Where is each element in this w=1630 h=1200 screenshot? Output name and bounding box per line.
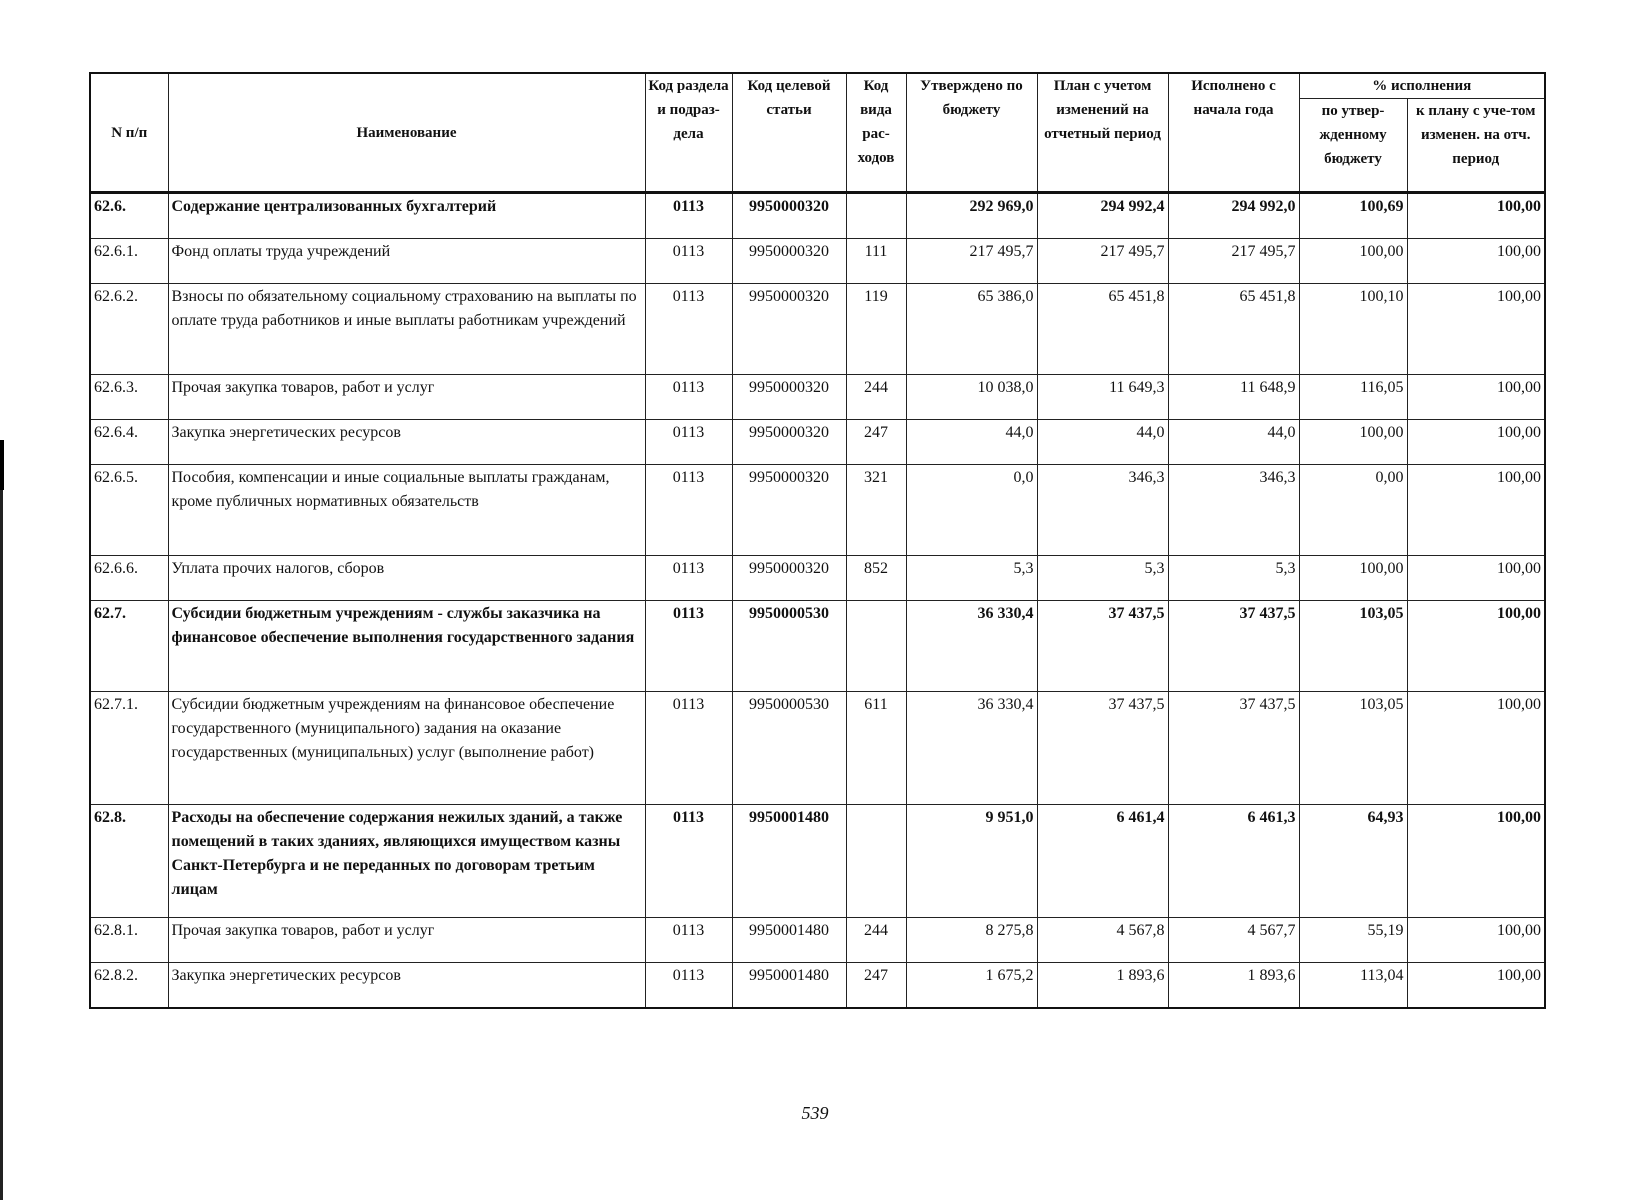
row-pct-plan: 100,00 <box>1407 918 1545 963</box>
row-executed: 1 893,6 <box>1168 963 1299 1009</box>
row-target-code: 9950001480 <box>732 805 846 918</box>
row-plan: 65 451,8 <box>1037 284 1168 375</box>
row-name: Субсидии бюджетным учреждениям - службы заказчика на финансовое обеспечение выполнения государственного задания <box>168 601 645 692</box>
row-razdel-code: 0113 <box>645 375 732 420</box>
row-plan: 11 649,3 <box>1037 375 1168 420</box>
row-approved: 44,0 <box>906 420 1037 465</box>
row-target-code: 9950000320 <box>732 193 846 239</box>
row-pct-approved: 100,00 <box>1299 556 1407 601</box>
row-razdel-code: 0113 <box>645 465 732 556</box>
row-razdel-code: 0113 <box>645 420 732 465</box>
row-pct-plan: 100,00 <box>1407 692 1545 805</box>
row-target-code: 9950001480 <box>732 963 846 1009</box>
row-target-code: 9950000320 <box>732 239 846 284</box>
row-pct-plan: 100,00 <box>1407 239 1545 284</box>
row-name: Содержание централизованных бухгалтерий <box>168 193 645 239</box>
row-approved: 10 038,0 <box>906 375 1037 420</box>
row-pct-plan: 100,00 <box>1407 963 1545 1009</box>
header-celevoy: Код целевой статьи <box>732 73 846 193</box>
row-name: Фонд оплаты труда учреждений <box>168 239 645 284</box>
row-executed: 11 648,9 <box>1168 375 1299 420</box>
row-pct-approved: 113,04 <box>1299 963 1407 1009</box>
table-row <box>90 375 1545 420</box>
row-num: 62.8. <box>90 805 168 918</box>
table-row <box>90 805 1545 918</box>
header-num: N п/п <box>90 73 168 193</box>
row-pct-approved: 116,05 <box>1299 375 1407 420</box>
row-expense-type: 611 <box>846 692 906 805</box>
row-name: Пособия, компенсации и иные социальные выплаты гражданам, кроме публичных нормативных обязательств <box>168 465 645 556</box>
row-name: Закупка энергетических ресурсов <box>168 963 645 1009</box>
table-body <box>90 193 1545 1009</box>
row-approved: 36 330,4 <box>906 601 1037 692</box>
row-pct-approved: 0,00 <box>1299 465 1407 556</box>
row-pct-plan: 100,00 <box>1407 193 1545 239</box>
row-pct-plan: 100,00 <box>1407 805 1545 918</box>
header-utv: Утверждено по бюджету <box>906 73 1037 193</box>
row-pct-plan: 100,00 <box>1407 465 1545 556</box>
row-pct-approved: 64,93 <box>1299 805 1407 918</box>
row-expense-type: 244 <box>846 375 906 420</box>
row-pct-plan: 100,00 <box>1407 375 1545 420</box>
header-pct-plan: к плану с уче-том изменен. на отч. период <box>1407 99 1545 193</box>
row-razdel-code: 0113 <box>645 601 732 692</box>
row-expense-type <box>846 193 906 239</box>
row-executed: 44,0 <box>1168 420 1299 465</box>
row-expense-type <box>846 601 906 692</box>
row-executed: 37 437,5 <box>1168 692 1299 805</box>
row-expense-type: 244 <box>846 918 906 963</box>
row-executed: 65 451,8 <box>1168 284 1299 375</box>
budget-execution-table <box>89 72 1546 1009</box>
scan-edge-mark-top <box>0 440 4 490</box>
row-num: 62.6.4. <box>90 420 168 465</box>
row-approved: 0,0 <box>906 465 1037 556</box>
row-num: 62.6.1. <box>90 239 168 284</box>
table-row <box>90 193 1545 239</box>
row-num: 62.6.2. <box>90 284 168 375</box>
row-num: 62.8.2. <box>90 963 168 1009</box>
row-name: Взносы по обязательному социальному страхованию на выплаты по оплате труда работников и иные выплаты работникам учреждений <box>168 284 645 375</box>
row-approved: 5,3 <box>906 556 1037 601</box>
row-name: Прочая закупка товаров, работ и услуг <box>168 918 645 963</box>
row-plan: 294 992,4 <box>1037 193 1168 239</box>
row-pct-plan: 100,00 <box>1407 420 1545 465</box>
row-name: Закупка энергетических ресурсов <box>168 420 645 465</box>
table-row <box>90 465 1545 556</box>
scan-edge-mark <box>0 440 3 1200</box>
row-num: 62.6. <box>90 193 168 239</box>
header-name: Наименование <box>168 73 645 193</box>
row-approved: 8 275,8 <box>906 918 1037 963</box>
row-target-code: 9950000530 <box>732 601 846 692</box>
table-row <box>90 420 1545 465</box>
row-name: Субсидии бюджетным учреждениям на финансовое обеспечение государственного (муниципального) задания на оказание государственных (муниципальных) услуг (выполнение работ) <box>168 692 645 805</box>
row-name: Расходы на обеспечение содержания нежилых зданий, а также помещений в таких зданиях, являющихся имуществом казны Санкт-Петербурга и не переданных по договорам третьим лицам <box>168 805 645 918</box>
row-expense-type: 119 <box>846 284 906 375</box>
header-pct: % исполнения <box>1299 73 1545 99</box>
row-pct-plan: 100,00 <box>1407 284 1545 375</box>
row-pct-approved: 103,05 <box>1299 601 1407 692</box>
row-pct-approved: 100,69 <box>1299 193 1407 239</box>
row-approved: 217 495,7 <box>906 239 1037 284</box>
row-executed: 5,3 <box>1168 556 1299 601</box>
row-target-code: 9950000320 <box>732 284 846 375</box>
row-executed: 294 992,0 <box>1168 193 1299 239</box>
row-plan: 37 437,5 <box>1037 692 1168 805</box>
header-razdel: Код раздела и подраз-дела <box>645 73 732 193</box>
row-pct-approved: 103,05 <box>1299 692 1407 805</box>
row-razdel-code: 0113 <box>645 556 732 601</box>
row-plan: 4 567,8 <box>1037 918 1168 963</box>
row-pct-approved: 100,00 <box>1299 239 1407 284</box>
table-row <box>90 601 1545 692</box>
row-target-code: 9950001480 <box>732 918 846 963</box>
row-approved: 9 951,0 <box>906 805 1037 918</box>
table-row <box>90 239 1545 284</box>
row-expense-type: 111 <box>846 239 906 284</box>
row-executed: 6 461,3 <box>1168 805 1299 918</box>
row-approved: 292 969,0 <box>906 193 1037 239</box>
row-executed: 4 567,7 <box>1168 918 1299 963</box>
row-plan: 1 893,6 <box>1037 963 1168 1009</box>
row-expense-type <box>846 805 906 918</box>
header-pct-utv: по утвер-жденному бюджету <box>1299 99 1407 193</box>
table-header <box>90 73 1545 193</box>
row-num: 62.6.3. <box>90 375 168 420</box>
row-num: 62.7.1. <box>90 692 168 805</box>
row-plan: 346,3 <box>1037 465 1168 556</box>
row-razdel-code: 0113 <box>645 284 732 375</box>
table-row <box>90 918 1545 963</box>
row-expense-type: 247 <box>846 420 906 465</box>
header-vid: Код вида рас-ходов <box>846 73 906 193</box>
table-row <box>90 556 1545 601</box>
row-plan: 44,0 <box>1037 420 1168 465</box>
row-razdel-code: 0113 <box>645 692 732 805</box>
row-approved: 1 675,2 <box>906 963 1037 1009</box>
row-target-code: 9950000320 <box>732 556 846 601</box>
row-razdel-code: 0113 <box>645 963 732 1009</box>
row-num: 62.6.6. <box>90 556 168 601</box>
row-name: Уплата прочих налогов, сборов <box>168 556 645 601</box>
row-razdel-code: 0113 <box>645 918 732 963</box>
row-approved: 65 386,0 <box>906 284 1037 375</box>
table-row <box>90 692 1545 805</box>
row-num: 62.7. <box>90 601 168 692</box>
row-razdel-code: 0113 <box>645 805 732 918</box>
row-plan: 5,3 <box>1037 556 1168 601</box>
row-num: 62.8.1. <box>90 918 168 963</box>
row-expense-type: 247 <box>846 963 906 1009</box>
row-razdel-code: 0113 <box>645 193 732 239</box>
row-pct-approved: 100,00 <box>1299 420 1407 465</box>
row-target-code: 9950000320 <box>732 465 846 556</box>
row-pct-approved: 55,19 <box>1299 918 1407 963</box>
header-isp: Исполнено с начала года <box>1168 73 1299 193</box>
row-pct-plan: 100,00 <box>1407 601 1545 692</box>
row-expense-type: 852 <box>846 556 906 601</box>
row-executed: 217 495,7 <box>1168 239 1299 284</box>
row-razdel-code: 0113 <box>645 239 732 284</box>
row-name: Прочая закупка товаров, работ и услуг <box>168 375 645 420</box>
row-plan: 6 461,4 <box>1037 805 1168 918</box>
row-target-code: 9950000320 <box>732 375 846 420</box>
row-plan: 217 495,7 <box>1037 239 1168 284</box>
row-pct-plan: 100,00 <box>1407 556 1545 601</box>
row-executed: 346,3 <box>1168 465 1299 556</box>
header-plan: План с учетом изменений на отчетный период <box>1037 73 1168 193</box>
row-pct-approved: 100,10 <box>1299 284 1407 375</box>
row-executed: 37 437,5 <box>1168 601 1299 692</box>
table-row <box>90 284 1545 375</box>
row-expense-type: 321 <box>846 465 906 556</box>
row-approved: 36 330,4 <box>906 692 1037 805</box>
table-row <box>90 963 1545 1009</box>
row-target-code: 9950000530 <box>732 692 846 805</box>
row-plan: 37 437,5 <box>1037 601 1168 692</box>
row-target-code: 9950000320 <box>732 420 846 465</box>
page-number: 539 <box>801 1103 829 1123</box>
row-num: 62.6.5. <box>90 465 168 556</box>
